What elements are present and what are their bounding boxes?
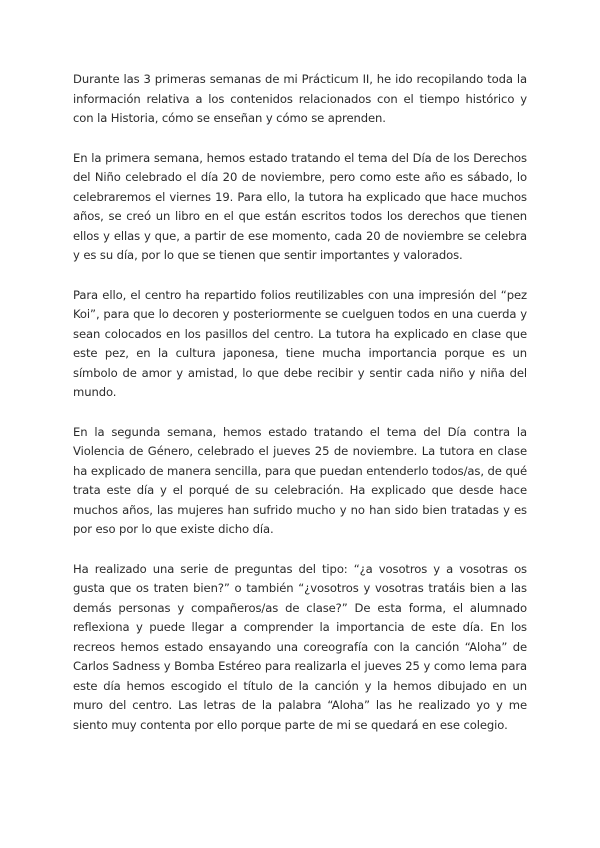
paragraph-children-rights-day: En la primera semana, hemos estado tratando el tema del Día de los Derechos del Niño celebrado el día 20 de noviembre, pero como este año es sábado, lo celebraremos el viernes 19. Para ello, la tutora ha explicado que hace muchos años, se creó un libro en el que están escritos todos los derechos que tienen ellos y ellas y que, a partir de ese momento, cada 20 de noviembre se celebra y es su día, por lo que se tienen que sentir importantes y valorados.	[73, 150, 527, 262]
document-body	[73, 70, 527, 735]
paragraph-koi-fish: Para ello, el centro ha repartido folios reutilizables con una impresión del “pez Koi”, para que lo decoren y posteriormente se cuelguen todos en una cuerda y sean colocados en los pasillos del centro. La tutora ha explicado en clase que este pez, en la cultura japonesa, tiene mucha importancia porque es un símbolo de amor y amistad, lo que debe recibir y sentir cada niño y niña del mundo.	[73, 287, 527, 399]
paragraph-practicum-intro: Durante las 3 primeras semanas de mi Prácticum II, he ido recopilando toda la información relativa a los contenidos relacionados con el tiempo histórico y con la Historia, cómo se enseñan y cómo se aprenden.	[73, 72, 527, 125]
paragraph-aloha-choreography: Ha realizado una serie de preguntas del tipo: “¿a vosotros y a vosotras os gusta que os traten bien?” o también “¿vosotros y vosotras tratáis bien a las demás personas y compañeros/as de clase?” De esta forma, el alumnado reflexiona y puede llegar a comprender la importancia de este día. En los recreos hemos estado ensayando una coreografía con la canción “Aloha” de Carlos Sadness y Bomba Estéreo para realizarla el jueves 25 y como lema para este día hemos escogido el título de la canción y la hemos dibujado en un muro del centro. Las letras de la palabra “Aloha” las he realizado yo y me siento muy contenta por ello porque parte de mi se quedará en ese colegio.	[73, 561, 527, 732]
paragraph-gender-violence-day: En la segunda semana, hemos estado tratando el tema del Día contra la Violencia de Género, celebrado el jueves 25 de noviembre. La tutora en clase ha explicado de manera sencilla, para que puedan entenderlo todos/as, de qué trata este día y el porqué de su celebración. Ha explicado que desde hace muchos años, las mujeres han sufrido mucho y no han sido bien tratadas y es por eso por lo que existe dicho día.	[73, 424, 527, 536]
